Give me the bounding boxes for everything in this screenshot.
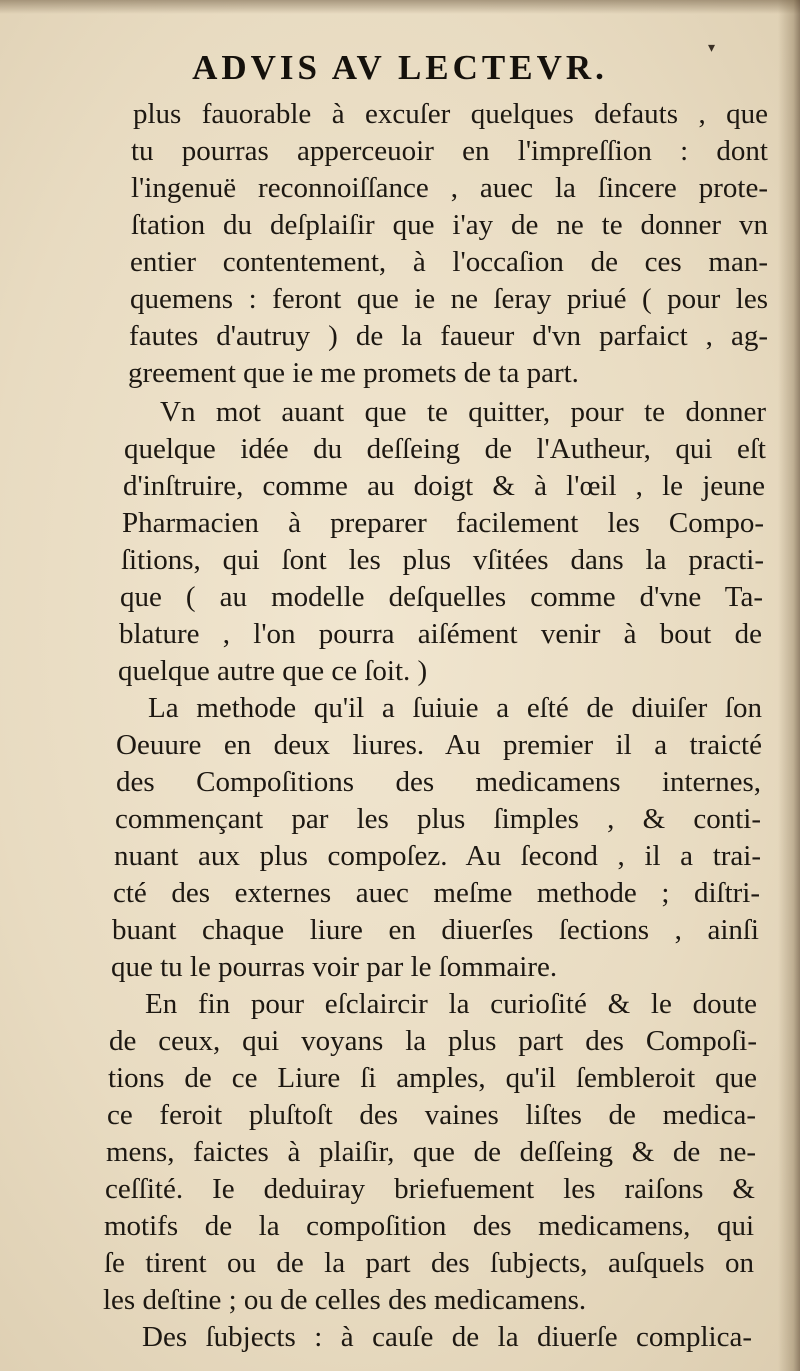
printer-mark: ▾ [708, 41, 716, 56]
text-line: Oeuure en deux liures. Au premier il a traicté [116, 729, 762, 761]
text-line: motifs de la compoſition des medicamens, qui [104, 1210, 754, 1242]
text-line: ceſſité. Ie deduiray briefuement les raiſons & [105, 1173, 755, 1205]
text-line: entier contentement, à l'occaſion de ces man- [130, 246, 768, 278]
text-line: Pharmacien à preparer facilement les Compo- [122, 507, 764, 539]
text-line: blature , l'on pourra aiſément venir à bout de [119, 618, 762, 650]
text-line: En fin pour eſclaircir la curioſité & le doute [145, 988, 757, 1020]
text-line: plus fauorable à excuſer quelques defauts , que [133, 98, 768, 130]
text-line: greement que ie me promets de ta part. [128, 357, 579, 389]
text-line: fautes d'autruy ) de la faueur d'vn parfaict , ag- [129, 320, 768, 352]
text-line: ſe tirent ou de la part des ſubjects, auſquels on [104, 1247, 754, 1279]
text-line: cté des externes auec meſme methode ; diſtri- [113, 877, 760, 909]
body-text [0, 96, 800, 1356]
text-line: d'inſtruire, comme au doigt & à l'œil , le jeune [123, 470, 765, 502]
running-header: ADVIS AV LECTEVR. [192, 48, 608, 87]
text-line: que tu le pourras voir par le ſommaire. [111, 951, 558, 983]
text-line: ſtation du deſplaiſir que i'ay de ne te donner vn [131, 209, 768, 241]
text-line: l'ingenuë reconnoiſſance , auec la ſincere prote- [131, 172, 768, 204]
text-line: commençant par les plus ſimples , & conti- [115, 803, 761, 835]
text-line: quelque autre que ce ſoit. ) [118, 655, 428, 687]
text-line: Vn mot auant que te quitter, pour te donner [160, 396, 766, 428]
text-line: ſitions, qui ſont les plus vſitées dans la practi- [121, 544, 764, 576]
text-line: nuant aux plus compoſez. Au ſecond , il a trai- [114, 840, 761, 872]
text-line: La methode qu'il a ſuiuie a eſté de diuiſer ſon [148, 692, 762, 724]
text-line: de ceux, qui voyans la plus part des Compoſi- [109, 1025, 757, 1057]
text-line: tions de ce Liure ſi amples, qu'il ſembleroit que [108, 1062, 757, 1094]
text-line: que ( au modelle deſquelles comme d'vne Ta- [120, 581, 763, 613]
text-line: mens, faictes à plaiſir, que de deſſeing & de ne- [106, 1136, 756, 1168]
text-line: tu pourras apperceuoir en l'impreſſion : dont [131, 135, 768, 167]
text-line: des Compoſitions des medicamens internes, [116, 766, 761, 798]
text-line: quemens : feront que ie ne ſeray priué ( pour les [130, 283, 768, 315]
text-line: buant chaque liure en diuerſes ſections , ainſi [112, 914, 759, 946]
text-line: Des ſubjects : à cauſe de la diuerſe complica- [142, 1321, 752, 1353]
text-line: les deſtine ; ou de celles des medicamens. [103, 1284, 587, 1316]
page-top-shadow [0, 0, 800, 14]
text-line: quelque idée du deſſeing de l'Autheur, qui eſt [124, 433, 766, 465]
text-line: ce feroit pluſtoſt des vaines liſtes de medica- [107, 1099, 756, 1131]
